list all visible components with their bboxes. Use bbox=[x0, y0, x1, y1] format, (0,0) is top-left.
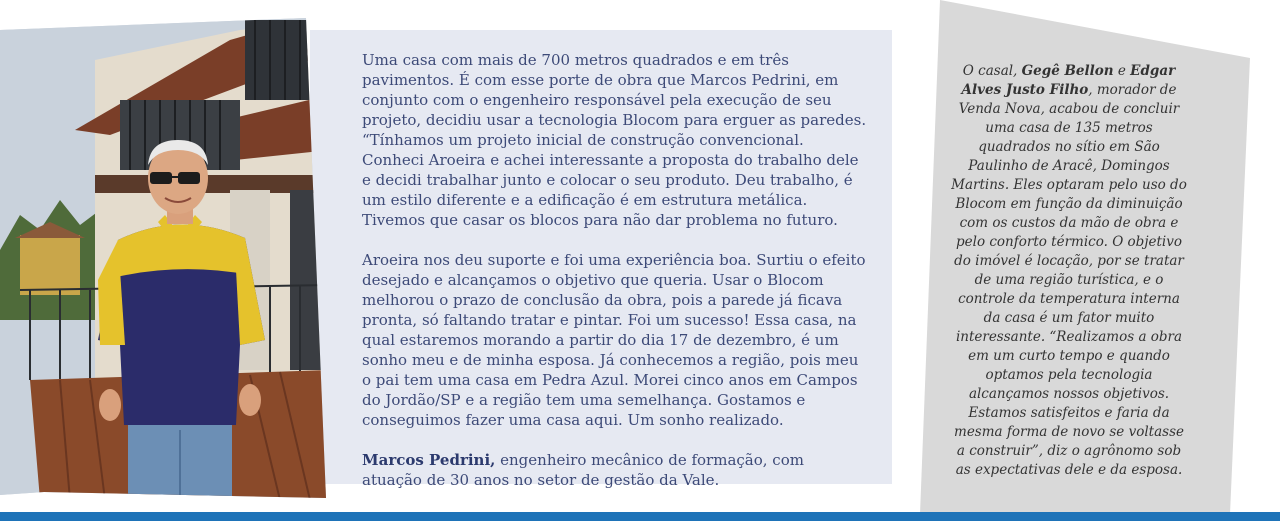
article-main-text bbox=[362, 50, 867, 510]
sidebar-quote bbox=[948, 62, 1190, 480]
author-name: Marcos Pedrini, bbox=[362, 451, 496, 469]
sidebar-name-1: Gegê Bellon bbox=[1021, 63, 1114, 79]
article-paragraph-2: Aroeira nos deu suporte e foi uma experiência boa. Surtiu o efeito desejado e alcançamos o objetivo que queria. Usar o Blocom melhorou o prazo de conclusão da obra, pois a parede já ficava pronta, só faltando tratar e pintar. Foi um sucesso! Essa casa, na qual estaremos morando a partir do dia 17 de dezembro, é um sonho meu e de minha esposa. Já conhecemos a região, pois meu o pai tem uma casa em Pedra Azul. Morei cinco anos em Campos do Jordão/SP e a região tem uma semelhança. Gostamos e conseguimos fazer uma casa aqui. Um sonho realizado. bbox=[362, 251, 866, 429]
sidebar-conjunction: e bbox=[1113, 63, 1131, 79]
bottom-accent-bar bbox=[0, 512, 1280, 521]
author-caption bbox=[362, 450, 867, 490]
man-portrait-photo bbox=[0, 0, 330, 500]
sidebar-name-2: Edgar Alves Justo Filho bbox=[961, 63, 1176, 98]
portrait-photo bbox=[0, 0, 330, 500]
sidebar-intro: O casal, bbox=[962, 63, 1022, 79]
article-paragraph-1: Uma casa com mais de 700 metros quadrados e em três pavimentos. É com esse porte de obra que Marcos Pedrini, em conjunto com o engenheiro responsável pela execução de seu projeto, decidiu usar a tecnologia Blocom para erguer as paredes. “Tínhamos um projeto inicial de construção convencional. Conheci Aroeira e achei interessante a proposta do trabalho dele e decidi trabalhar junto e colocar o seu produto. Deu trabalho, é um estilo diferente e a edificação é em estrutura metálica. Tivemos que casar os blocos para não dar problema no futuro. bbox=[362, 51, 867, 229]
author-description: engenheiro mecânico de formação, com atuação de 30 anos no setor de gestão da Vale. bbox=[362, 451, 804, 489]
sidebar-body: , morador de Venda Nova, acabou de concluir uma casa de 135 metros quadrados no sítio em São Paulinho de Aracê, Domingos Martins. Eles optaram pelo uso do Blocom em função da diminuição com os custos da mão de obra e pelo conforto térmico. O objetivo do imóvel é locação, por se tratar de uma região turística, e o controle da temperatura interna da casa é um fator muito interessante. “Realizamos a obra em um curto tempo e quando optamos pela tecnologia alcançamos nossos objetivos. Estamos satisfeitos e faria da mesma forma de novo se voltasse a construir”, diz o agrônomo sob as expectativas dele e da esposa. bbox=[951, 82, 1187, 478]
